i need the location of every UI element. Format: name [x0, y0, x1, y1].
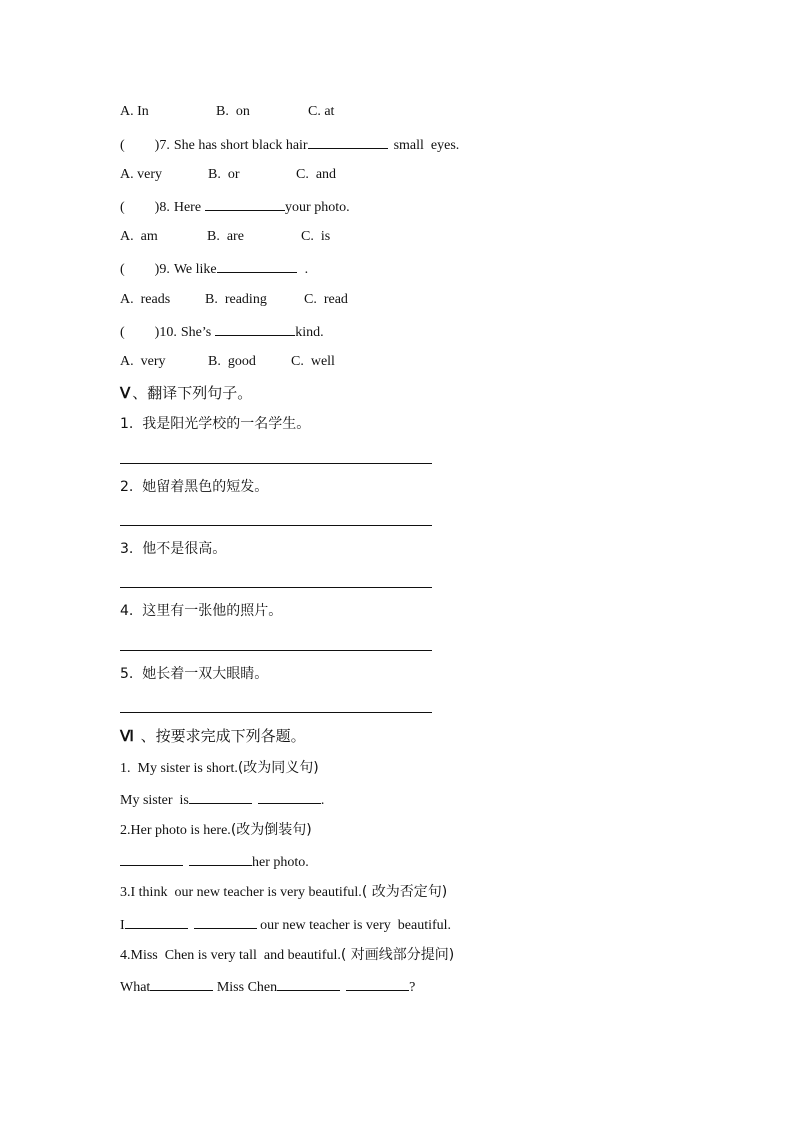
- q8-blank[interactable]: [205, 197, 285, 211]
- q10-number: )10.: [154, 325, 177, 340]
- q8-text: Here: [173, 200, 202, 215]
- q10-option-a: A. very: [120, 354, 166, 369]
- q7-option-c: C. and: [296, 167, 337, 182]
- q8-question: [120, 197, 350, 217]
- section6-q1-answer: [120, 790, 324, 810]
- q6-option-a: A. In: [120, 104, 149, 119]
- section6-q2-blank-1[interactable]: [120, 852, 183, 866]
- section6-q1-answer-end: .: [320, 793, 325, 808]
- section5-answer-line-5[interactable]: [120, 712, 432, 713]
- section6-q2-text: 2.Her photo is here.: [120, 823, 231, 838]
- q9-number: )9.: [154, 262, 170, 277]
- section5-item-5: 5. 她长着一双大眼睛。: [120, 666, 269, 682]
- q10-blank[interactable]: [215, 322, 295, 336]
- section6-q4-prompt: [120, 946, 454, 965]
- section5-numeral: Ⅴ: [120, 386, 131, 402]
- section6-q3-blank-1[interactable]: [125, 915, 188, 929]
- section5-item-2: 2. 她留着黑色的短发。: [120, 479, 269, 495]
- section6-q4-blank-1[interactable]: [150, 977, 213, 991]
- section6-q4-text: 4.Miss Chen is very tall and beautiful.: [120, 948, 341, 963]
- q10-text: She’s: [180, 325, 212, 340]
- q10-option-b: B. good: [208, 354, 256, 369]
- q9-option-a: A. reads: [120, 292, 171, 307]
- q8-option-c: C. is: [301, 229, 331, 244]
- section6-q3-note: ( 改为否定句): [361, 884, 448, 900]
- q7-answer-slot[interactable]: [125, 136, 155, 149]
- section6-q1-note: (改为同义句): [237, 760, 319, 776]
- q10-option-c: C. well: [291, 354, 335, 369]
- section6-q4-blank-2[interactable]: [277, 977, 340, 991]
- section5-item-3: 3. 他不是很高。: [120, 541, 227, 557]
- q9-options: [120, 291, 348, 309]
- q10-question: [120, 322, 324, 342]
- section5-heading: [120, 384, 252, 403]
- section5-answer-line-1[interactable]: [120, 463, 432, 464]
- q8-paren: (: [120, 200, 125, 215]
- q9-option-b: B. reading: [205, 292, 267, 307]
- section6-heading: [120, 727, 306, 746]
- section5-item-4: 4. 这里有一张他的照片。: [120, 603, 283, 619]
- q8-option-a: A. am: [120, 229, 158, 244]
- section6-q2-answer: [120, 852, 309, 872]
- q6-option-c: C. at: [308, 104, 335, 119]
- q7-option-a: A. very: [120, 167, 162, 182]
- section6-q2-blank-2[interactable]: [189, 852, 252, 866]
- section6-q4-note: ( 对画线部分提问): [340, 947, 455, 963]
- q7-text: She has short black hair: [173, 138, 308, 153]
- q6-option-b: B. on: [216, 104, 250, 119]
- q9-text: We like: [173, 262, 217, 277]
- q7-paren: (: [120, 138, 125, 153]
- section6-q3-prompt: [120, 883, 447, 902]
- section5-answer-line-3[interactable]: [120, 587, 432, 588]
- section5-answer-line-2[interactable]: [120, 525, 432, 526]
- q6-options: [120, 103, 334, 121]
- section6-q4-answer-lead: What: [120, 980, 151, 995]
- section5-item-1: 1. 我是阳光学校的一名学生。: [120, 416, 311, 432]
- section6-q1-blank-1[interactable]: [189, 790, 252, 804]
- q9-blank[interactable]: [217, 259, 297, 273]
- section6-q3-text: 3.I think our new teacher is very beautiful.: [120, 885, 362, 900]
- section6-q2-note: (改为倒装句): [230, 822, 312, 838]
- q8-text-end: your photo.: [285, 200, 350, 215]
- section6-q1-answer-lead: My sister is: [120, 793, 189, 808]
- section6-q3-answer: [120, 915, 451, 935]
- section5-answer-line-4[interactable]: [120, 650, 432, 651]
- q8-number: )8.: [154, 200, 170, 215]
- section6-q4-answer: [120, 977, 415, 997]
- q9-answer-slot[interactable]: [125, 260, 155, 273]
- section6-q1-prompt: [120, 759, 319, 778]
- section6-q3-answer-lead: I: [120, 918, 125, 933]
- section6-q4-answer-end: ?: [409, 980, 416, 995]
- q10-text-end: kind.: [295, 325, 324, 340]
- q9-option-c: C. read: [304, 292, 348, 307]
- q10-paren: (: [120, 325, 125, 340]
- section5-title: 、翻译下列句子。: [132, 384, 253, 402]
- section6-q1-blank-2[interactable]: [258, 790, 321, 804]
- q9-question: [120, 259, 308, 279]
- q10-answer-slot[interactable]: [125, 323, 155, 336]
- section6-numeral: Ⅵ: [120, 729, 134, 745]
- section6-q1-text: 1. My sister is short.: [120, 761, 238, 776]
- section6-q3-answer-end: our new teacher is very beautiful.: [256, 918, 452, 933]
- section6-title: 、按要求完成下列各题。: [135, 727, 306, 745]
- q8-answer-slot[interactable]: [125, 198, 155, 211]
- section6-q3-blank-2[interactable]: [194, 915, 257, 929]
- q7-blank[interactable]: [308, 135, 388, 149]
- q7-question: [120, 135, 459, 155]
- q7-option-b: B. or: [208, 167, 240, 182]
- q9-text-end: .: [304, 262, 309, 277]
- q7-options: [120, 166, 336, 184]
- q8-option-b: B. are: [207, 229, 244, 244]
- q7-number: )7.: [154, 138, 170, 153]
- section6-q2-prompt: [120, 821, 312, 840]
- section6-q4-answer-mid: Miss Chen: [213, 980, 278, 995]
- section6-q4-blank-3[interactable]: [346, 977, 409, 991]
- q10-options: [120, 353, 335, 371]
- q9-paren: (: [120, 262, 125, 277]
- section6-q2-answer-end: her photo.: [252, 855, 309, 870]
- q8-options: [120, 228, 330, 246]
- q7-text-end: small eyes.: [393, 138, 460, 153]
